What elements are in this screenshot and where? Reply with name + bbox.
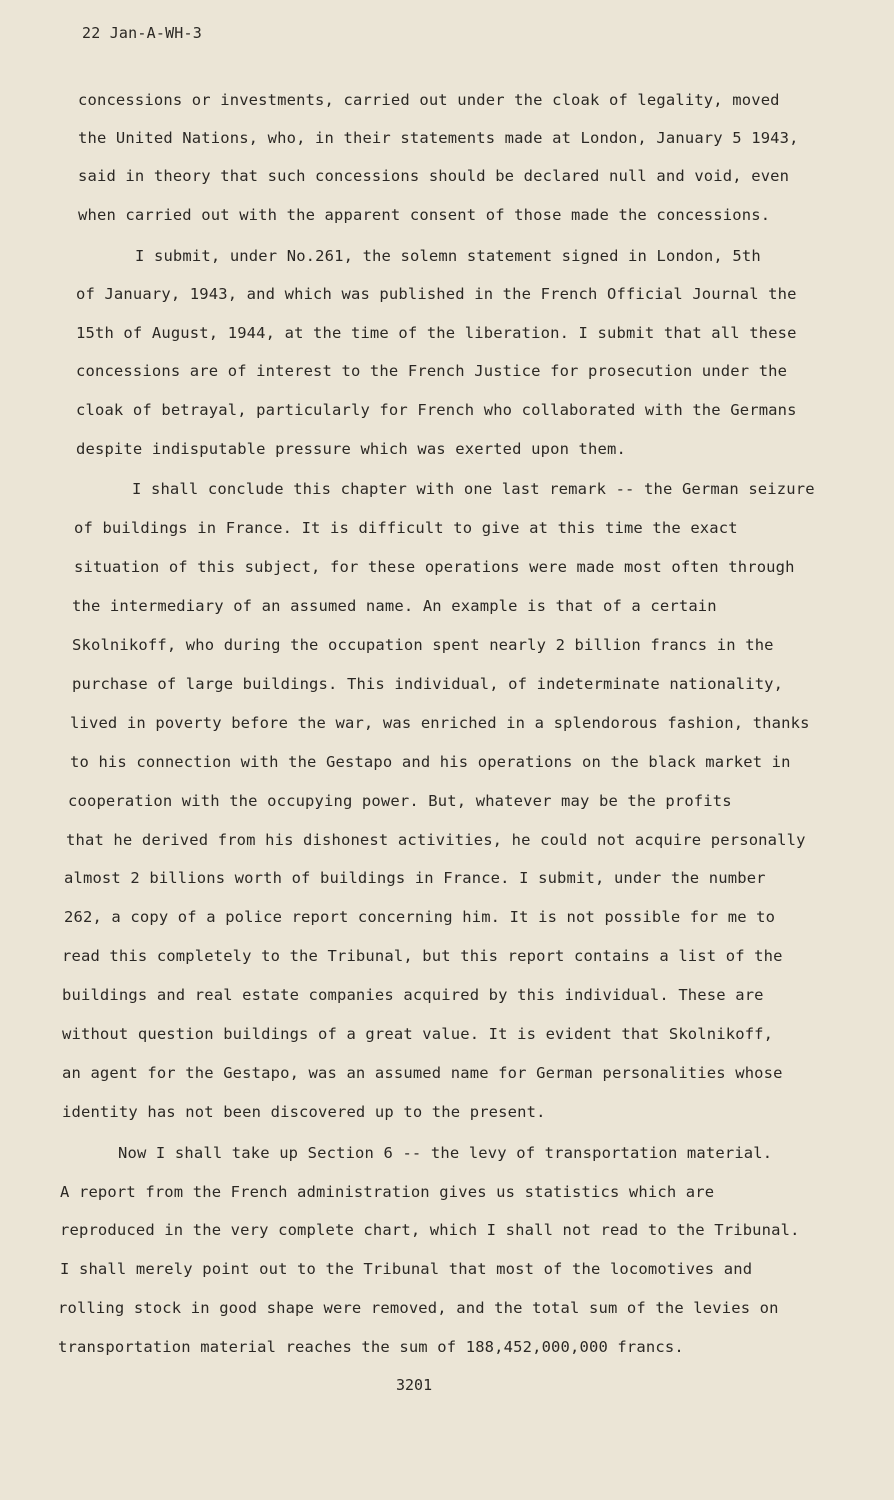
text-line: I shall conclude this chapter with one last remark -- the German seizure xyxy=(132,480,815,498)
page-header: 22 Jan-A-WH-3 xyxy=(82,24,202,42)
text-line: cooperation with the occupying power. But, whatever may be the profits xyxy=(68,792,732,810)
text-line: transportation material reaches the sum of 188,452,000,000 francs. xyxy=(58,1338,684,1356)
text-line: read this completely to the Tribunal, but this report contains a list of the xyxy=(62,947,783,965)
text-line: rolling stock in good shape were removed, and the total sum of the levies on xyxy=(58,1299,779,1317)
text-line: reproduced in the very complete chart, which I shall not read to the Tribunal. xyxy=(60,1221,800,1239)
text-line: when carried out with the apparent consent of those made the concessions. xyxy=(78,206,771,224)
text-line: almost 2 billions worth of buildings in France. I submit, under the number xyxy=(64,869,766,887)
text-line: purchase of large buildings. This individual, of indeterminate nationality, xyxy=(72,675,784,693)
text-line: A report from the French administration gives us statistics which are xyxy=(60,1183,715,1201)
text-line: I shall merely point out to the Tribunal that most of the locomotives and xyxy=(60,1260,753,1278)
text-line: an agent for the Gestapo, was an assumed name for German personalities whose xyxy=(62,1064,783,1082)
text-line: Now I shall take up Section 6 -- the levy of transportation material. xyxy=(118,1144,773,1162)
text-line: buildings and real estate companies acquired by this individual. These are xyxy=(62,986,764,1004)
text-line: identity has not been discovered up to the present. xyxy=(62,1103,546,1121)
text-line: that he derived from his dishonest activities, he could not acquire personally xyxy=(66,831,806,849)
text-line: to his connection with the Gestapo and his operations on the black market in xyxy=(70,753,791,771)
text-line: I submit, under No.261, the solemn statement signed in London, 5th xyxy=(135,247,761,265)
text-line: said in theory that such concessions should be declared null and void, even xyxy=(78,167,790,185)
text-line: 15th of August, 1944, at the time of the liberation. I submit that all these xyxy=(76,324,797,342)
text-line: of buildings in France. It is difficult to give at this time the exact xyxy=(74,519,738,537)
text-line: the United Nations, who, in their statements made at London, January 5 1943, xyxy=(78,129,799,147)
text-line: 262, a copy of a police report concerning him. It is not possible for me to xyxy=(64,908,776,926)
text-line: lived in poverty before the war, was enriched in a splendorous fashion, thanks xyxy=(70,714,810,732)
text-line: the intermediary of an assumed name. An example is that of a certain xyxy=(72,597,717,615)
text-line: cloak of betrayal, particularly for French who collaborated with the Germans xyxy=(76,401,797,419)
text-line: despite indisputable pressure which was exerted upon them. xyxy=(76,440,626,458)
text-line: concessions or investments, carried out under the cloak of legality, moved xyxy=(78,91,780,109)
text-line: situation of this subject, for these operations were made most often through xyxy=(74,558,795,576)
text-line: Skolnikoff, who during the occupation spent nearly 2 billion francs in the xyxy=(72,636,774,654)
text-line: concessions are of interest to the French Justice for prosecution under the xyxy=(76,362,788,380)
text-line: without question buildings of a great value. It is evident that Skolnikoff, xyxy=(62,1025,774,1043)
page-number: 3201 xyxy=(396,1376,433,1394)
text-line: of January, 1943, and which was published in the French Official Journal the xyxy=(76,285,797,303)
